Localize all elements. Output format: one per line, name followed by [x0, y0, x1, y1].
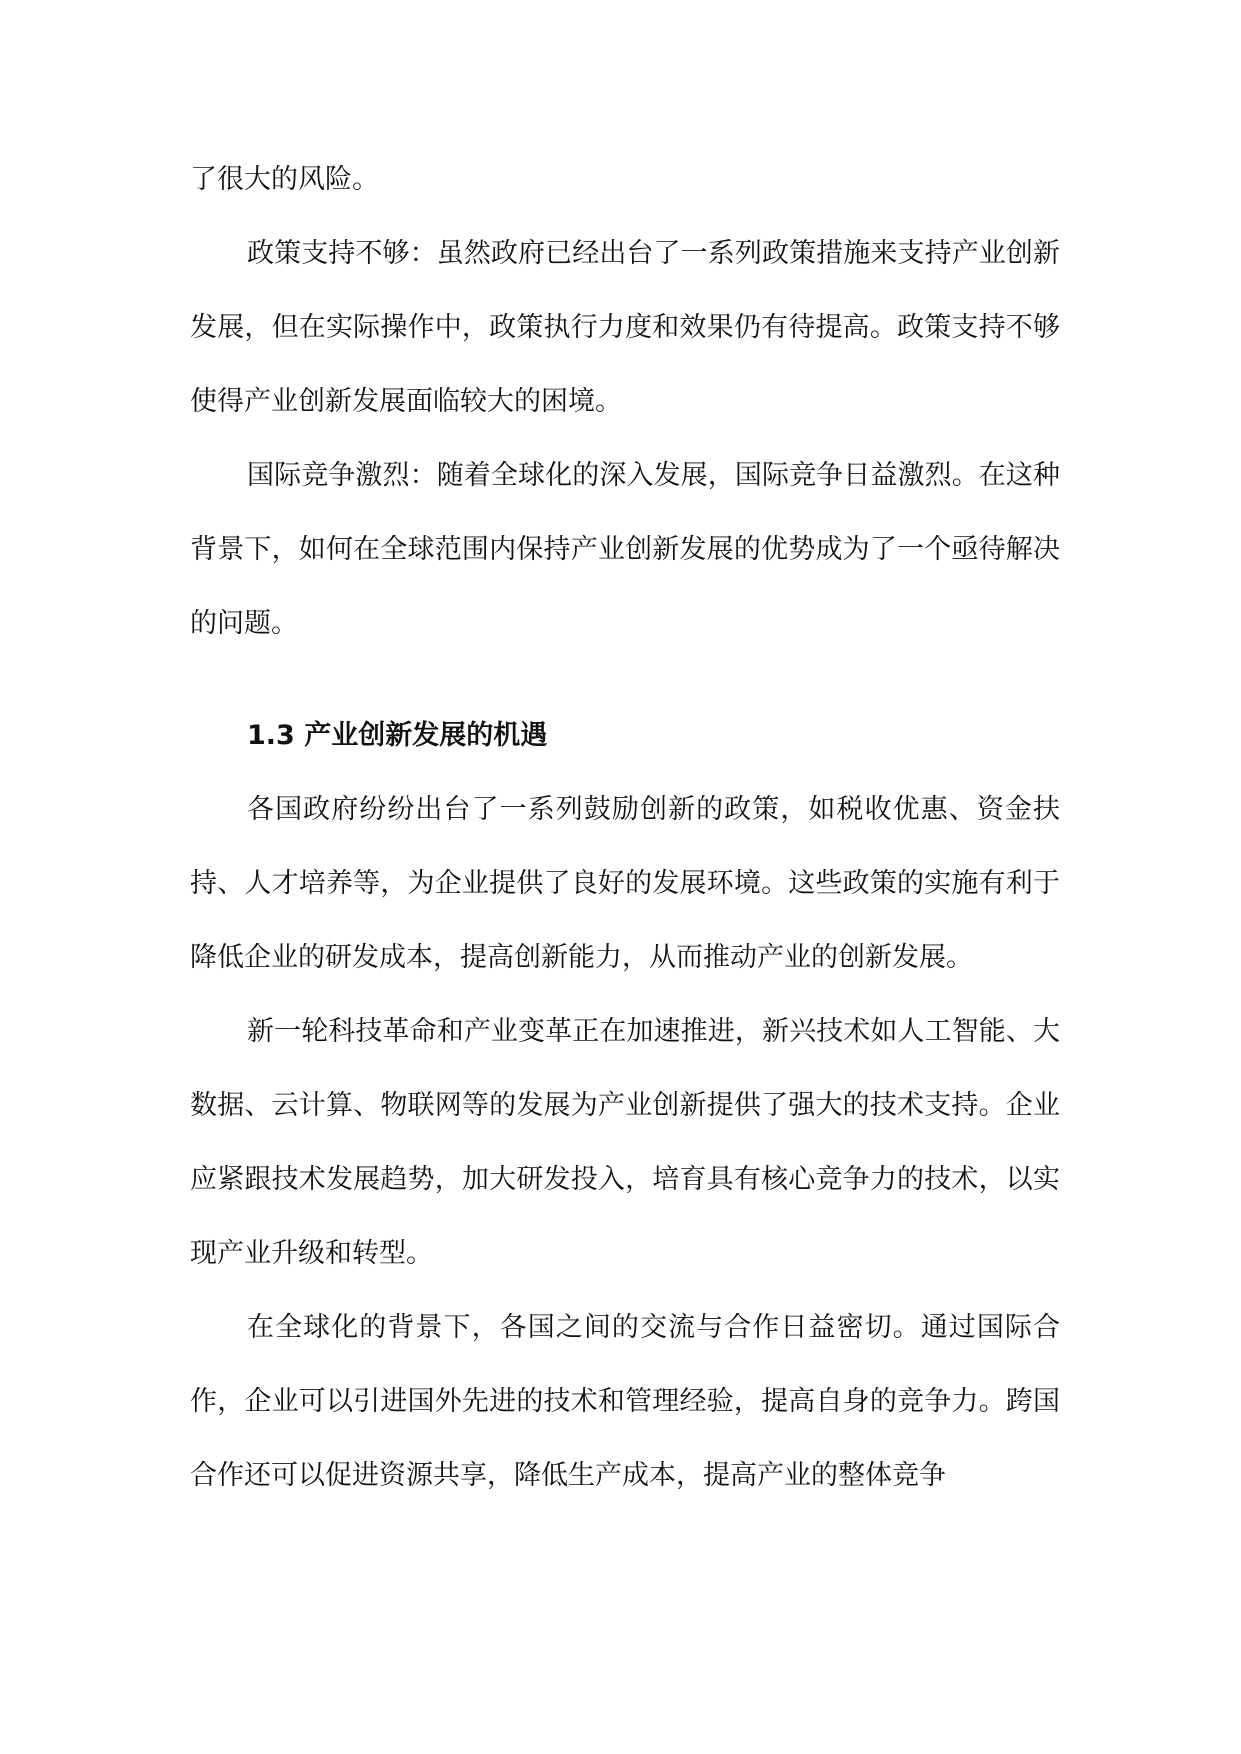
section-heading: 1.3 产业创新发展的机遇	[247, 720, 548, 751]
paragraph-international-cooperation: 在全球化的背景下，各国之间的交流与合作日益密切。通过国际合作，企业可以引进国外先进的技术和管理经验，提高自身的竞争力。跨国合作还可以促进资源共享，降低生产成本，提高产业的整体竞争	[190, 1312, 1060, 1491]
paragraph-government-policies: 各国政府纷纷出台了一系列鼓励创新的政策，如税收优惠、资金扶持、人才培养等，为企业提供了良好的发展环境。这些政策的实施有利于降低企业的研发成本，提高创新能力，从而推动产业的创新发展。	[190, 794, 1060, 973]
document-body	[190, 143, 1060, 1513]
paragraph-international-competition: 国际竞争激烈：随着全球化的深入发展，国际竞争日益激烈。在这种背景下，如何在全球范围内保持产业创新发展的优势成为了一个亟待解决的问题。	[190, 460, 1060, 639]
paragraph-technology-revolution: 新一轮科技革命和产业变革正在加速推进，新兴技术如人工智能、大数据、云计算、物联网等的发展为产业创新提供了强大的技术支持。企业应紧跟技术发展趋势，加大研发投入，培育具有核心竞争力的技术，以实现产业升级和转型。	[190, 1016, 1060, 1269]
paragraph-policy-support: 政策支持不够：虽然政府已经出台了一系列政策措施来支持产业创新发展，但在实际操作中，政策执行力度和效果仍有待提高。政策支持不够使得产业创新发展面临较大的困境。	[190, 238, 1060, 417]
paragraph-continuation: 了很大的风险。	[190, 164, 379, 195]
